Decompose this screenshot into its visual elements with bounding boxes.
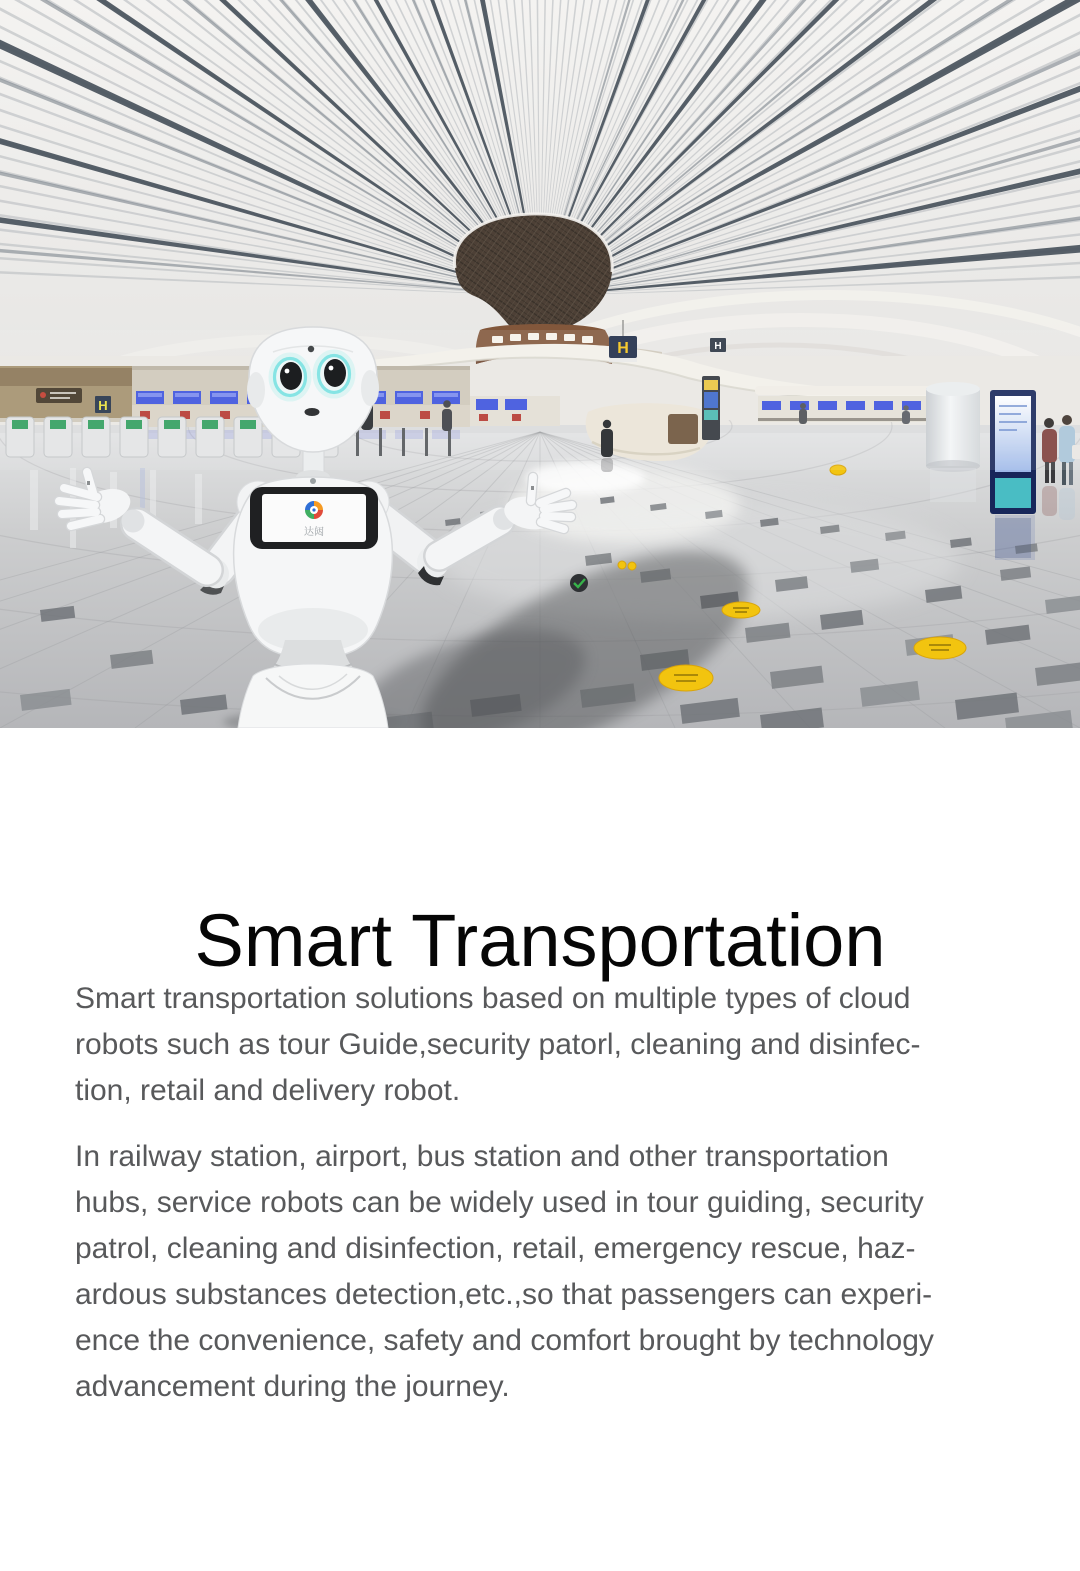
robot-chest-tablet <box>250 487 378 549</box>
paragraph-line: ence the convenience, safety and comfort brought by technology <box>75 1324 934 1357</box>
forehead-camera <box>308 346 314 352</box>
paragraph-line: hubs, service robots can be widely used in tour guiding, security <box>75 1186 924 1219</box>
airport-robot-photo <box>0 0 1080 728</box>
tablet-brand-text: 达闼 <box>304 527 324 538</box>
robot-eye-left <box>271 355 309 399</box>
robot-eye-right <box>315 352 353 396</box>
paragraph-line: ardous substances detection,etc.,so that passengers can experi- <box>75 1278 933 1311</box>
paragraph-intro <box>75 976 920 1114</box>
page-title: Smart Transportation <box>194 898 886 982</box>
floor-recycle-marker <box>570 574 588 592</box>
robot-torso <box>234 477 393 658</box>
paragraph-line: tion, retail and delivery robot. <box>75 1074 461 1107</box>
robot-mouth <box>305 408 320 416</box>
far-sign-letter: H <box>714 341 722 352</box>
svg-text:H: H <box>98 398 108 413</box>
tablet-logo <box>305 501 323 519</box>
paragraph-detail <box>75 1134 934 1410</box>
hero-image <box>0 0 1080 728</box>
atmosphere-haze <box>0 330 1080 470</box>
paragraph-line: In railway station, airport, bus station and other transportation <box>75 1140 889 1173</box>
island-sign-letter: H <box>617 340 629 357</box>
paragraph-line: Smart transportation solutions based on multiple types of cloud <box>75 982 911 1015</box>
paragraph-line: advancement during the journey. <box>75 1370 510 1403</box>
paragraph-line: robots such as tour Guide,security patorl, cleaning and disinfec- <box>75 1028 921 1061</box>
paragraph-line: patrol, cleaning and disinfection, retail, emergency rescue, haz- <box>75 1232 916 1265</box>
